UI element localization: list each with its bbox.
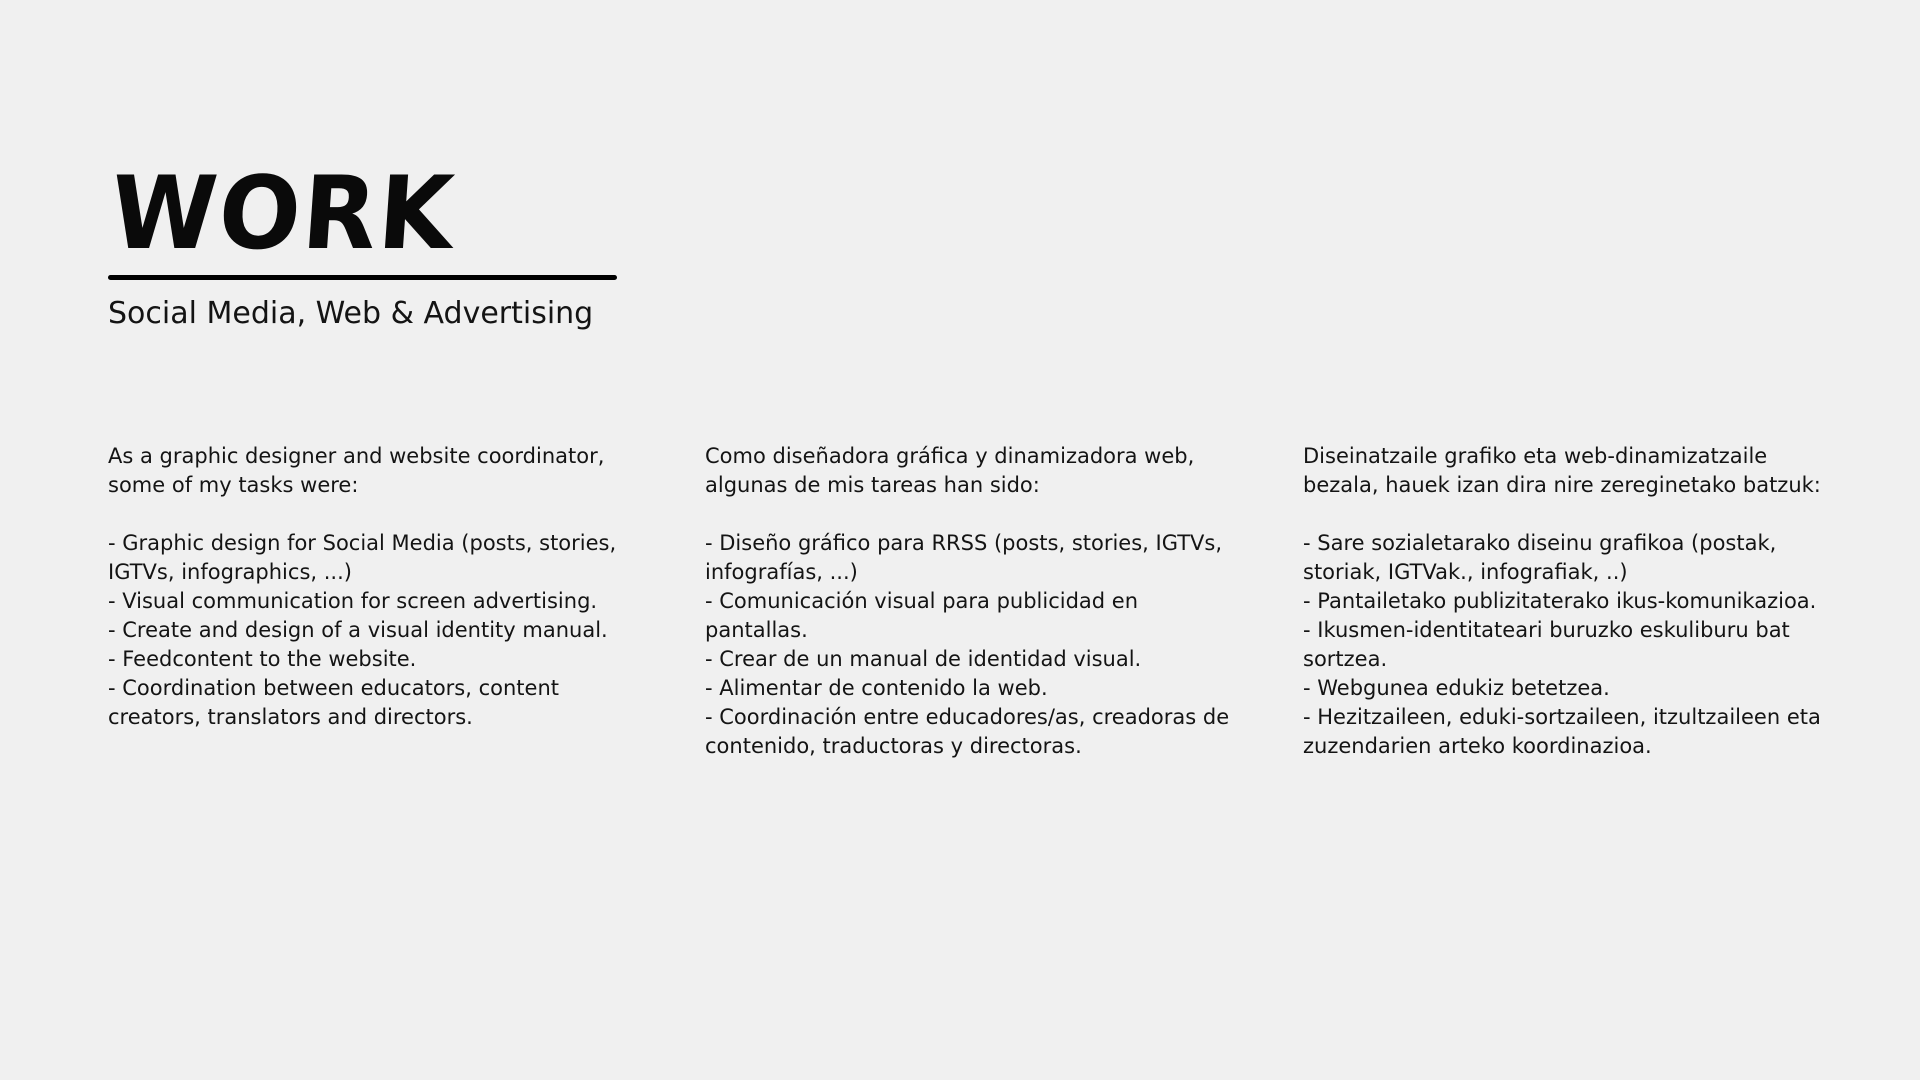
- task-item: - Sare sozialetarako diseinu grafikoa (postak, storiak, IGTVak., infografiak, ..): [1303, 531, 1777, 584]
- spanish-task-list: [705, 529, 1245, 761]
- task-item: - Graphic design for Social Media (posts, stories, IGTVs, infographics, ...): [108, 531, 617, 584]
- task-item: - Diseño gráfico para RRSS (posts, stories, IGTVs, infografías, ...): [705, 531, 1223, 584]
- english-intro: As a graphic designer and website coordinator, some of my tasks were:: [108, 444, 605, 497]
- spanish-intro: Como diseñadora gráfica y dinamizadora web, algunas de mis tareas han sido:: [705, 444, 1195, 497]
- spanish-column: [705, 442, 1245, 761]
- task-item: - Visual communication for screen advertising.: [108, 589, 598, 613]
- english-column: [108, 442, 648, 732]
- task-item: - Pantailetako publizitaterako ikus-komunikazioa.: [1303, 589, 1817, 613]
- task-item: - Coordinación entre educadores/as, creadoras de contenido, traductoras y directoras.: [705, 705, 1230, 758]
- task-item: - Coordination between educators, content creators, translators and directors.: [108, 676, 559, 729]
- task-item: - Alimentar de contenido la web.: [705, 676, 1048, 700]
- page-subtitle: Social Media, Web & Advertising: [108, 296, 594, 331]
- task-item: - Crear de un manual de identidad visual.: [705, 647, 1142, 671]
- task-item: - Comunicación visual para publicidad en pantallas.: [705, 589, 1139, 642]
- basque-task-list: [1303, 529, 1843, 761]
- task-item: - Feedcontent to the website.: [108, 647, 417, 671]
- task-item: - Create and design of a visual identity manual.: [108, 618, 608, 642]
- task-item: - Webgunea edukiz betetzea.: [1303, 676, 1610, 700]
- title-underline: [108, 275, 617, 280]
- page-title: WORK: [107, 154, 460, 272]
- basque-intro: Diseinatzaile grafiko eta web-dinamizatzaile bezala, hauek izan dira nire zereginetako batzuk:: [1303, 444, 1821, 497]
- english-task-list: [108, 529, 648, 732]
- task-item: - Ikusmen-identitateari buruzko eskuliburu bat sortzea.: [1303, 618, 1790, 671]
- task-item: - Hezitzaileen, eduki-sortzaileen, itzultzaileen eta zuzendarien arteko koordinazioa.: [1303, 705, 1821, 758]
- basque-column: [1303, 442, 1843, 761]
